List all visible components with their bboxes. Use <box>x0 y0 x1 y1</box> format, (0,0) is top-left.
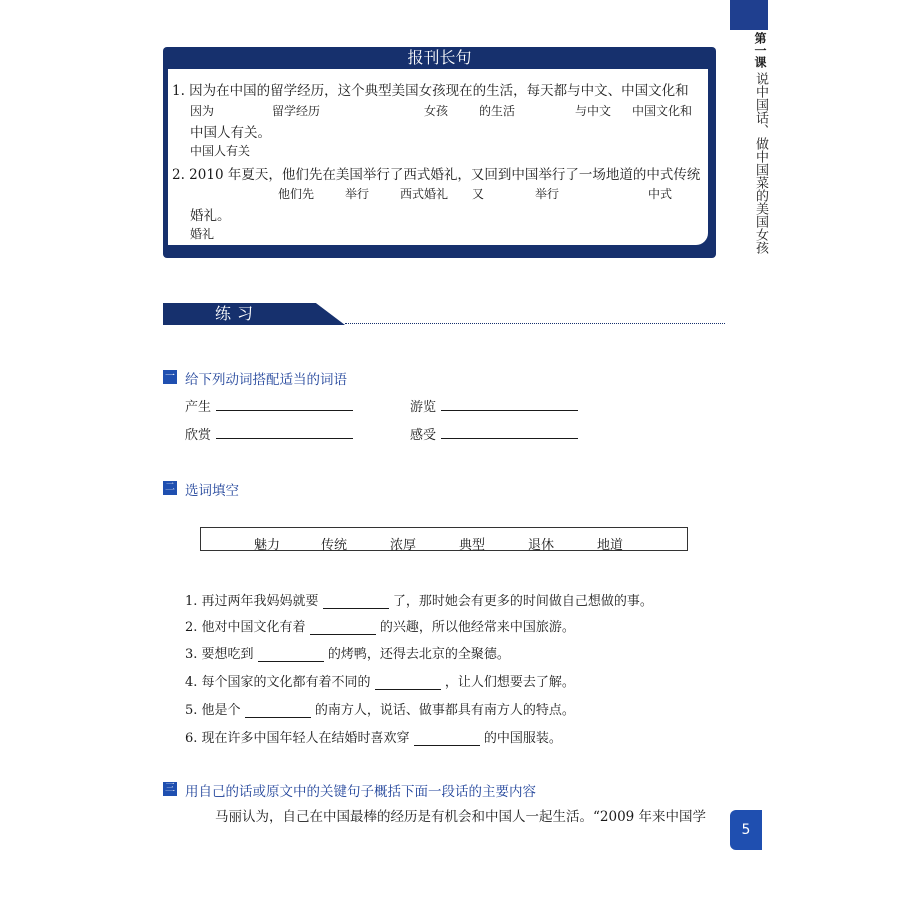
fill-question <box>185 590 653 609</box>
question-text-after: 的烤鸭，还得去北京的全聚德。 <box>327 647 510 662</box>
verb-label: 欣赏 <box>185 428 212 443</box>
lesson-title: 说中国话、做中国菜的美国女孩 <box>753 72 768 254</box>
answer-line[interactable] <box>441 438 578 439</box>
gloss-word: 与中文 <box>575 104 612 118</box>
fill-question <box>185 699 575 718</box>
gloss-word: 西式婚礼 <box>400 187 449 201</box>
fill-question <box>185 671 575 690</box>
fill-blank[interactable] <box>310 619 376 635</box>
lesson-tab-marker <box>730 0 768 30</box>
verb-label: 产生 <box>185 400 212 415</box>
answer-line[interactable] <box>216 410 353 411</box>
question-text-before: 1. 再过两年我妈妈就要 <box>185 594 319 609</box>
fill-question <box>185 643 510 662</box>
fill-blank[interactable] <box>414 730 480 746</box>
sentence-1-line-1: 1. 因为在中国的留学经历，这个典型美国女孩现在的生活，每天都与中文、中国文化和 <box>172 83 689 99</box>
section-2-title: 选词填空 <box>185 483 239 499</box>
answer-line[interactable] <box>441 410 578 411</box>
gloss-word: 女孩 <box>424 104 449 118</box>
word-bank-item: 地道 <box>597 538 624 553</box>
gloss-word: 因为 <box>190 104 215 118</box>
section-2-number: 二 <box>165 482 175 493</box>
fill-blank[interactable] <box>245 702 311 718</box>
question-text-after: 的中国服装。 <box>483 731 562 746</box>
gloss-word: 举行 <box>535 187 560 201</box>
long-sentence-title: 报刊长句 <box>407 48 472 67</box>
word-bank-item: 传统 <box>321 538 348 553</box>
lesson-side-title <box>731 32 767 254</box>
sentence-2-line-2: 婚礼。 <box>190 208 231 224</box>
word-bank-item: 浓厚 <box>390 538 417 553</box>
long-sentence-content <box>168 69 708 245</box>
fill-question <box>185 727 562 746</box>
exercise-banner-label: 练习 <box>215 304 260 323</box>
section-1-number: 一 <box>165 371 175 382</box>
question-text-after: 了，那时她会有更多的时间做自己想做的事。 <box>392 594 653 609</box>
banner-dotted-rule <box>345 323 725 324</box>
summary-paragraph: 马丽认为，自己在中国最棒的经历是有机会和中国人一起生活。“2009 年来中国学 <box>215 809 707 825</box>
section-1-title: 给下列动词搭配适当的词语 <box>185 372 347 388</box>
fill-blank[interactable] <box>375 674 441 690</box>
question-text-after: ，让人们想要去了解。 <box>444 675 575 690</box>
gloss-word: 中国人有关 <box>190 144 251 158</box>
gloss-word: 又 <box>472 187 485 201</box>
fill-question <box>185 616 575 635</box>
word-bank-item: 魅力 <box>254 538 281 553</box>
gloss-word: 的生活 <box>479 104 516 118</box>
fill-blank[interactable] <box>258 646 324 662</box>
gloss-word: 留学经历 <box>272 104 321 118</box>
question-text-before: 6. 现在许多中国年轻人在结婚时喜欢穿 <box>185 731 410 746</box>
section-3-number: 三 <box>165 783 175 794</box>
sentence-2-line-1: 2. 2010 年夏天，他们先在美国举行了西式婚礼，又回到中国举行了一场地道的中式传统 <box>172 167 701 183</box>
gloss-word: 举行 <box>345 187 370 201</box>
answer-line[interactable] <box>216 438 353 439</box>
page-number: 5 <box>730 810 762 850</box>
gloss-word: 他们先 <box>278 187 315 201</box>
gloss-word: 中式 <box>648 187 673 201</box>
question-text-before: 4. 每个国家的文化都有着不同的 <box>185 675 371 690</box>
fill-blank[interactable] <box>323 593 389 609</box>
word-bank-item: 退休 <box>528 538 555 553</box>
gloss-word: 中国文化和 <box>632 104 693 118</box>
sentence-1-line-2: 中国人有关。 <box>190 125 271 141</box>
question-text-after: 的南方人，说话、做事都具有南方人的特点。 <box>314 703 575 718</box>
word-bank-item: 典型 <box>459 538 486 553</box>
question-text-before: 5. 他是个 <box>185 703 241 718</box>
question-text-before: 3. 要想吃到 <box>185 647 254 662</box>
question-text-after: 的兴趣，所以他经常来中国旅游。 <box>379 620 575 635</box>
verb-label: 游览 <box>410 400 437 415</box>
lesson-number: 第一课 <box>753 32 767 68</box>
question-text-before: 2. 他对中国文化有着 <box>185 620 306 635</box>
gloss-word: 婚礼 <box>190 227 215 241</box>
section-3-title: 用自己的话或原文中的关键句子概括下面一段话的主要内容 <box>185 784 536 800</box>
verb-label: 感受 <box>410 428 437 443</box>
